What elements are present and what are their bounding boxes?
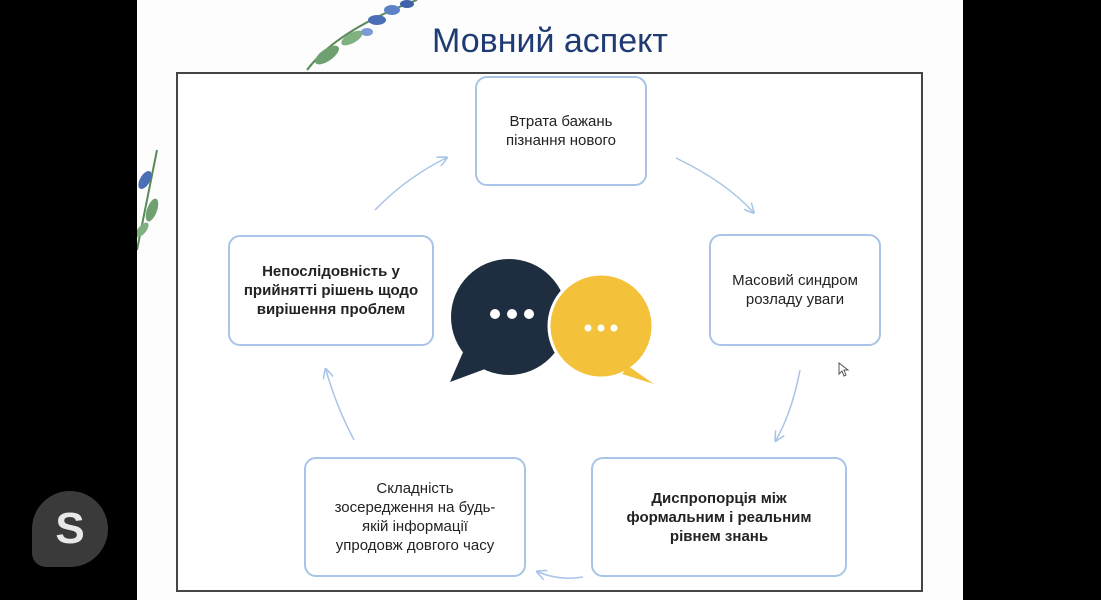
arrow-right-bottom (776, 370, 800, 440)
cycle-item-4: Складність зосередження на будь- якій інформації упродовж довгого часу (304, 457, 526, 577)
mouse-pointer-icon (838, 362, 850, 378)
slide-title: Мовний аспект (432, 22, 668, 60)
skype-icon[interactable]: S (32, 491, 108, 567)
speech-bubbles-icon (450, 259, 654, 384)
cycle-item-3: Диспропорція між формальним і реальним рівнем знань (591, 457, 847, 577)
slide (137, 0, 963, 600)
cycle-item-2: Масовий синдром розладу уваги (709, 234, 881, 346)
cycle-item-5: Непослідовність у прийнятті рішень щодо вирішення проблем (228, 235, 434, 346)
arrow-left-top (375, 158, 446, 210)
arrow-bottom-left (326, 370, 354, 440)
floral-leaf-icon (137, 140, 177, 250)
arrow-top-right (676, 158, 753, 212)
arrow-bottom (538, 572, 583, 578)
cycle-item-1: Втрата бажань пізнання нового (475, 76, 647, 186)
cycle-diagram (176, 72, 923, 592)
